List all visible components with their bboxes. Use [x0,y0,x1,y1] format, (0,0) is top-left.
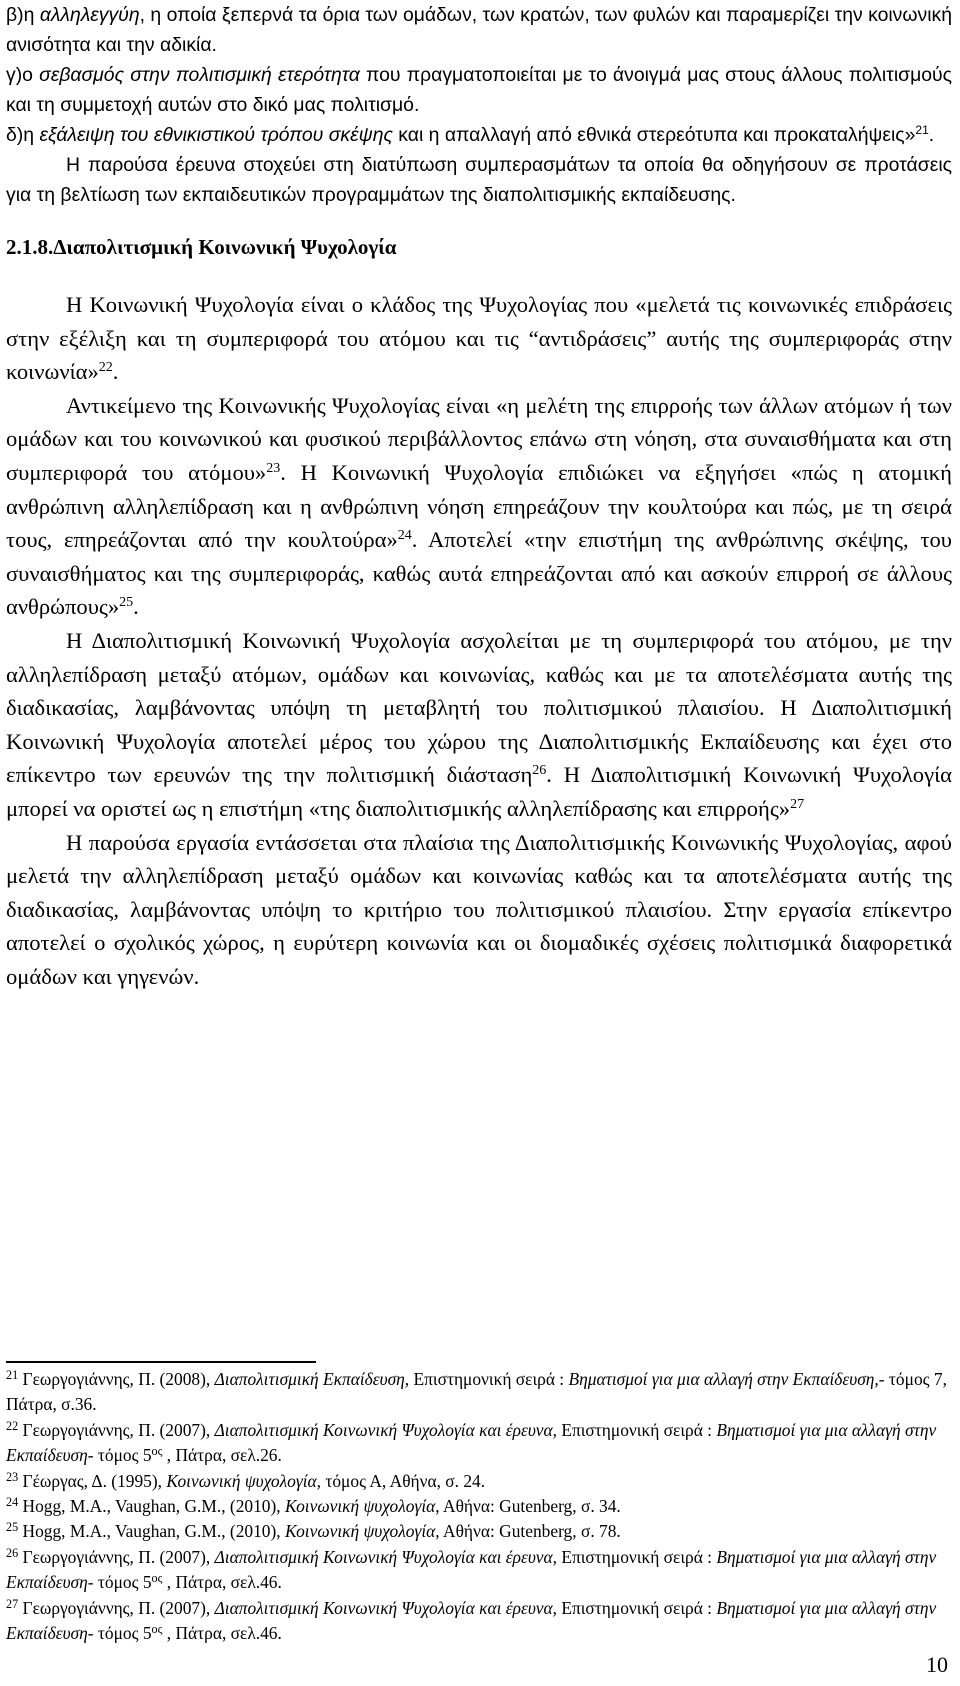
list-marker: δ)η [6,124,40,146]
intro-list [6,0,952,210]
paragraph-text: . Η Κοινωνική Ψυχολογία επιδιώκει να εξηγήσει «πώς η ατομική ανθρώπινη αλληλεπίδραση και η ανθρώπινη νόηση επηρεάζουν την κουλτούρα και πώς, με τη σειρά τους, επηρεάζονται από την κουλτούρα» [6,459,952,553]
footnote-26 [6,1545,952,1596]
footnote-tail: , Πάτρα, σελ.46. [162,1572,282,1593]
footnote-number: 25 [6,1520,19,1535]
footnote-ref[interactable]: 25 [119,595,134,611]
emphasis-text: αλληλεγγύη [39,4,140,26]
footnote-27 [6,1596,952,1647]
footnote-title: Διαπολιτισμική Κοινωνική Ψυχολογία και έρευνα, [214,1597,557,1618]
footnote-series-title: Βηματισμοί για μια αλλαγή στην Εκπαίδευση [6,1419,937,1466]
list-item-delta [6,120,952,150]
ordinal-suffix: ος [151,1444,163,1459]
footnote-title: Διαπολιτισμική Κοινωνική Ψυχολογία και έρευνα, [214,1546,557,1567]
footnote-title: Διαπολιτισμική Κοινωνική Ψυχολογία και έρευνα, [214,1419,557,1440]
footnote-24 [6,1494,952,1519]
footnote-ref[interactable]: 24 [397,528,412,544]
footnote-tail: , Πάτρα, σελ.26. [162,1445,282,1466]
body-paragraph-4: Η παρούσα εργασία εντάσσεται στα πλαίσια της Διαπολιτισμικής Κοινωνικής Ψυχολογίας, αφού μελετά την αλληλεπίδραση μεταξύ ομάδων και κοινωνίας καθώς και τα αποτελέσματα αυτής της διαδικασίας, λαμβάνοντας υπόψη το κριτήριο του πολιτισμικού πλαισίου. Στην εργασία επίκεντρο αποτελεί ο σχολικός χώρος, η ευρύτερη κοινωνία και οι διομαδικές σχέσεις πολιτισμικά διαφορετικά ομάδων και γηγενών. [6,829,952,989]
emphasis-text: εξάλειψη του εθνικιστικού τρόπου σκέψης [39,124,393,146]
footnote-ref[interactable]: 23 [266,460,281,476]
footnote-author: Γεωργογιάννης, Π. (2007), [22,1419,215,1440]
section-body [6,288,952,993]
footnote-number: 24 [6,1494,19,1509]
footnote-25 [6,1519,952,1544]
footnote-author: Γέωργας, Δ. (1995), [22,1470,167,1491]
footnote-author: Γεωργογιάννης, Π. (2007), [22,1597,215,1618]
footnote-rest: τόμος Α, Αθήνα, σ. 24. [321,1470,486,1491]
footnotes [6,1367,952,1646]
footnote-rest: , Αθήνα: Gutenberg, σ. 78. [435,1521,621,1542]
list-marker: γ)ο [6,64,40,86]
footnote-series-title: Βηματισμοί για μια αλλαγή στην Εκπαίδευση, [568,1369,879,1389]
paragraph-text: . Η Διαπολιτισμική Κοινωνική Ψυχολογία μπορεί να οριστεί ως η επιστήμη «της διαπολιτισμικής αλληλεπίδρασης και επιρροής» [6,762,953,821]
footnote-ref[interactable]: 21 [915,123,929,138]
footnote-23 [6,1469,952,1494]
footnote-series: Επιστημονική σειρά : [409,1369,569,1389]
body-paragraph-1 [6,288,952,389]
paragraph-text: . Αποτελεί «την επιστήμη της ανθρώπινης σκέψης, του συναισθήματος και της συμπεριφοράς, καθώς αυτά επηρεάζονται από και ασκούν επιρροή σε άλλους ανθρώπους» [6,527,952,620]
list-marker: β)η [6,4,40,26]
paragraph-text: Η Κοινωνική Ψυχολογία είναι ο κλάδος της Ψυχολογίας που «μελετά τις κοινωνικές επιδράσεις στην εξέλιξη και τη συμπεριφορά του ατόμου και τις “αντιδράσεις” αυτής της συμπεριφοράς στην κοινωνία» [6,292,952,385]
list-item-text: , η οποία ξεπερνά τα όρια των ομάδων, των κρατών, των φυλών και παραμερίζει την κοινωνική ανισότητα και την αδικία. [6,4,952,56]
footnote-title: Κοινωνική ψυχολογία [284,1496,436,1517]
footnote-author: Hogg, M.A., Vaughan, G.M., (2010), [22,1521,285,1542]
paragraph-text: Αντικείμενο της Κοινωνικής Ψυχολογίας είναι «η μελέτη της επιρροής των άλλων ατόμων ή των ομάδων και του κοινωνικού και φυσικού περιβάλλοντος επάνω στη νόηση, στα συναισθήματα και στη συμπεριφορά του ατόμου» [6,392,952,485]
body-paragraph-3 [6,624,952,826]
footnote-rest: - τόμος 5 [87,1623,152,1644]
list-item-beta [6,0,952,60]
footnote-ref[interactable]: 27 [790,796,805,812]
footnote-21 [6,1367,952,1418]
punctuation: . [928,124,935,146]
section-heading: 2.1.8.Διαπολιτισμική Κοινωνική Ψυχολογία [6,235,397,259]
footnote-rest: - τόμος 5 [87,1445,152,1466]
footnote-number: 27 [6,1596,19,1611]
footnote-series: Επιστημονική σειρά : [557,1546,717,1567]
ordinal-suffix: ος [151,1571,163,1586]
body-paragraph-2 [6,389,952,624]
footnote-series-title: Βηματισμοί για μια αλλαγή στην Εκπαίδευση [6,1546,937,1593]
list-item-gamma [6,60,952,120]
research-paragraph: Η παρούσα έρευνα στοχεύει στη διατύπωση συμπερασμάτων τα οποία θα οδηγήσουν σε προτάσεις για τη βελτίωση των εκπαιδευτικών προγραμμάτων της διαπολιτισμικής εκπαίδευσης. [6,154,952,206]
page-number: 10 [926,1652,948,1677]
footnote-tail: , Πάτρα, σελ.46. [162,1623,282,1644]
footnote-number: 21 [6,1367,19,1382]
footnote-author: Hogg, M.A., Vaughan, G.M., (2010), [22,1496,285,1517]
punctuation: . [112,359,119,385]
footnote-ref[interactable]: 22 [98,360,113,376]
punctuation: . [133,594,139,620]
footnote-rest: , Αθήνα: Gutenberg, σ. 34. [435,1496,621,1517]
emphasis-text: σεβασμός στην πολιτισμική ετερότητα [39,64,360,86]
footnote-author: Γεωργογιάννης, Π. (2007), [22,1546,215,1567]
list-item-text: και η απαλλαγή από εθνικά στερεότυπα και προκαταλήψεις» [392,124,916,146]
footnote-series-title: Βηματισμοί για μια αλλαγή στην Εκπαίδευση [6,1597,937,1644]
footnote-number: 22 [6,1418,19,1433]
footnote-rest: - τόμος 7, Πάτρα, σ.36. [6,1369,947,1415]
footnote-number: 23 [6,1469,19,1484]
footnote-title: Διαπολιτισμική Εκπαίδευση, [214,1369,410,1389]
footnote-separator [6,1361,316,1363]
footnote-title: Κοινωνική ψυχολογία [284,1521,436,1542]
footnote-ref[interactable]: 26 [532,763,547,779]
footnote-number: 26 [6,1545,19,1560]
footnote-22 [6,1418,952,1469]
ordinal-suffix: ος [151,1621,163,1636]
list-item-text: που πραγματοποιείται με το άνοιγμά μας στους άλλους πολιτισμούς και τη συμμετοχή αυτών στο δικό μας πολιτισμό. [6,64,952,116]
footnote-series: Επιστημονική σειρά : [557,1597,717,1618]
footnote-series: Επιστημονική σειρά : [557,1419,717,1440]
footnote-rest: - τόμος 5 [87,1572,152,1593]
paragraph-text: Η Διαπολιτισμική Κοινωνική Ψυχολογία ασχολείται με τη συμπεριφορά του ατόμου, με την αλληλεπίδραση μεταξύ ατόμων, ομάδων και κοινωνίας, καθώς και με τα αποτελέσματα αυτής της διαδικασίας, λαμβάνοντας υπόψη τη μεταβλητή του πολιτισμικού πλαισίου. Η Διαπολιτισμική Κοινωνική Ψυχολογία αποτελεί μέρος του χώρου της Διαπολιτισμικής Εκπαίδευσης και έχει στο επίκεντρο των ερευνών της την πολιτισμική διάσταση [6,627,952,788]
footnote-author: Γεωργογιάννης, Π. (2008), [22,1369,215,1389]
footnote-title: Κοινωνική ψυχολογία, [166,1470,322,1491]
